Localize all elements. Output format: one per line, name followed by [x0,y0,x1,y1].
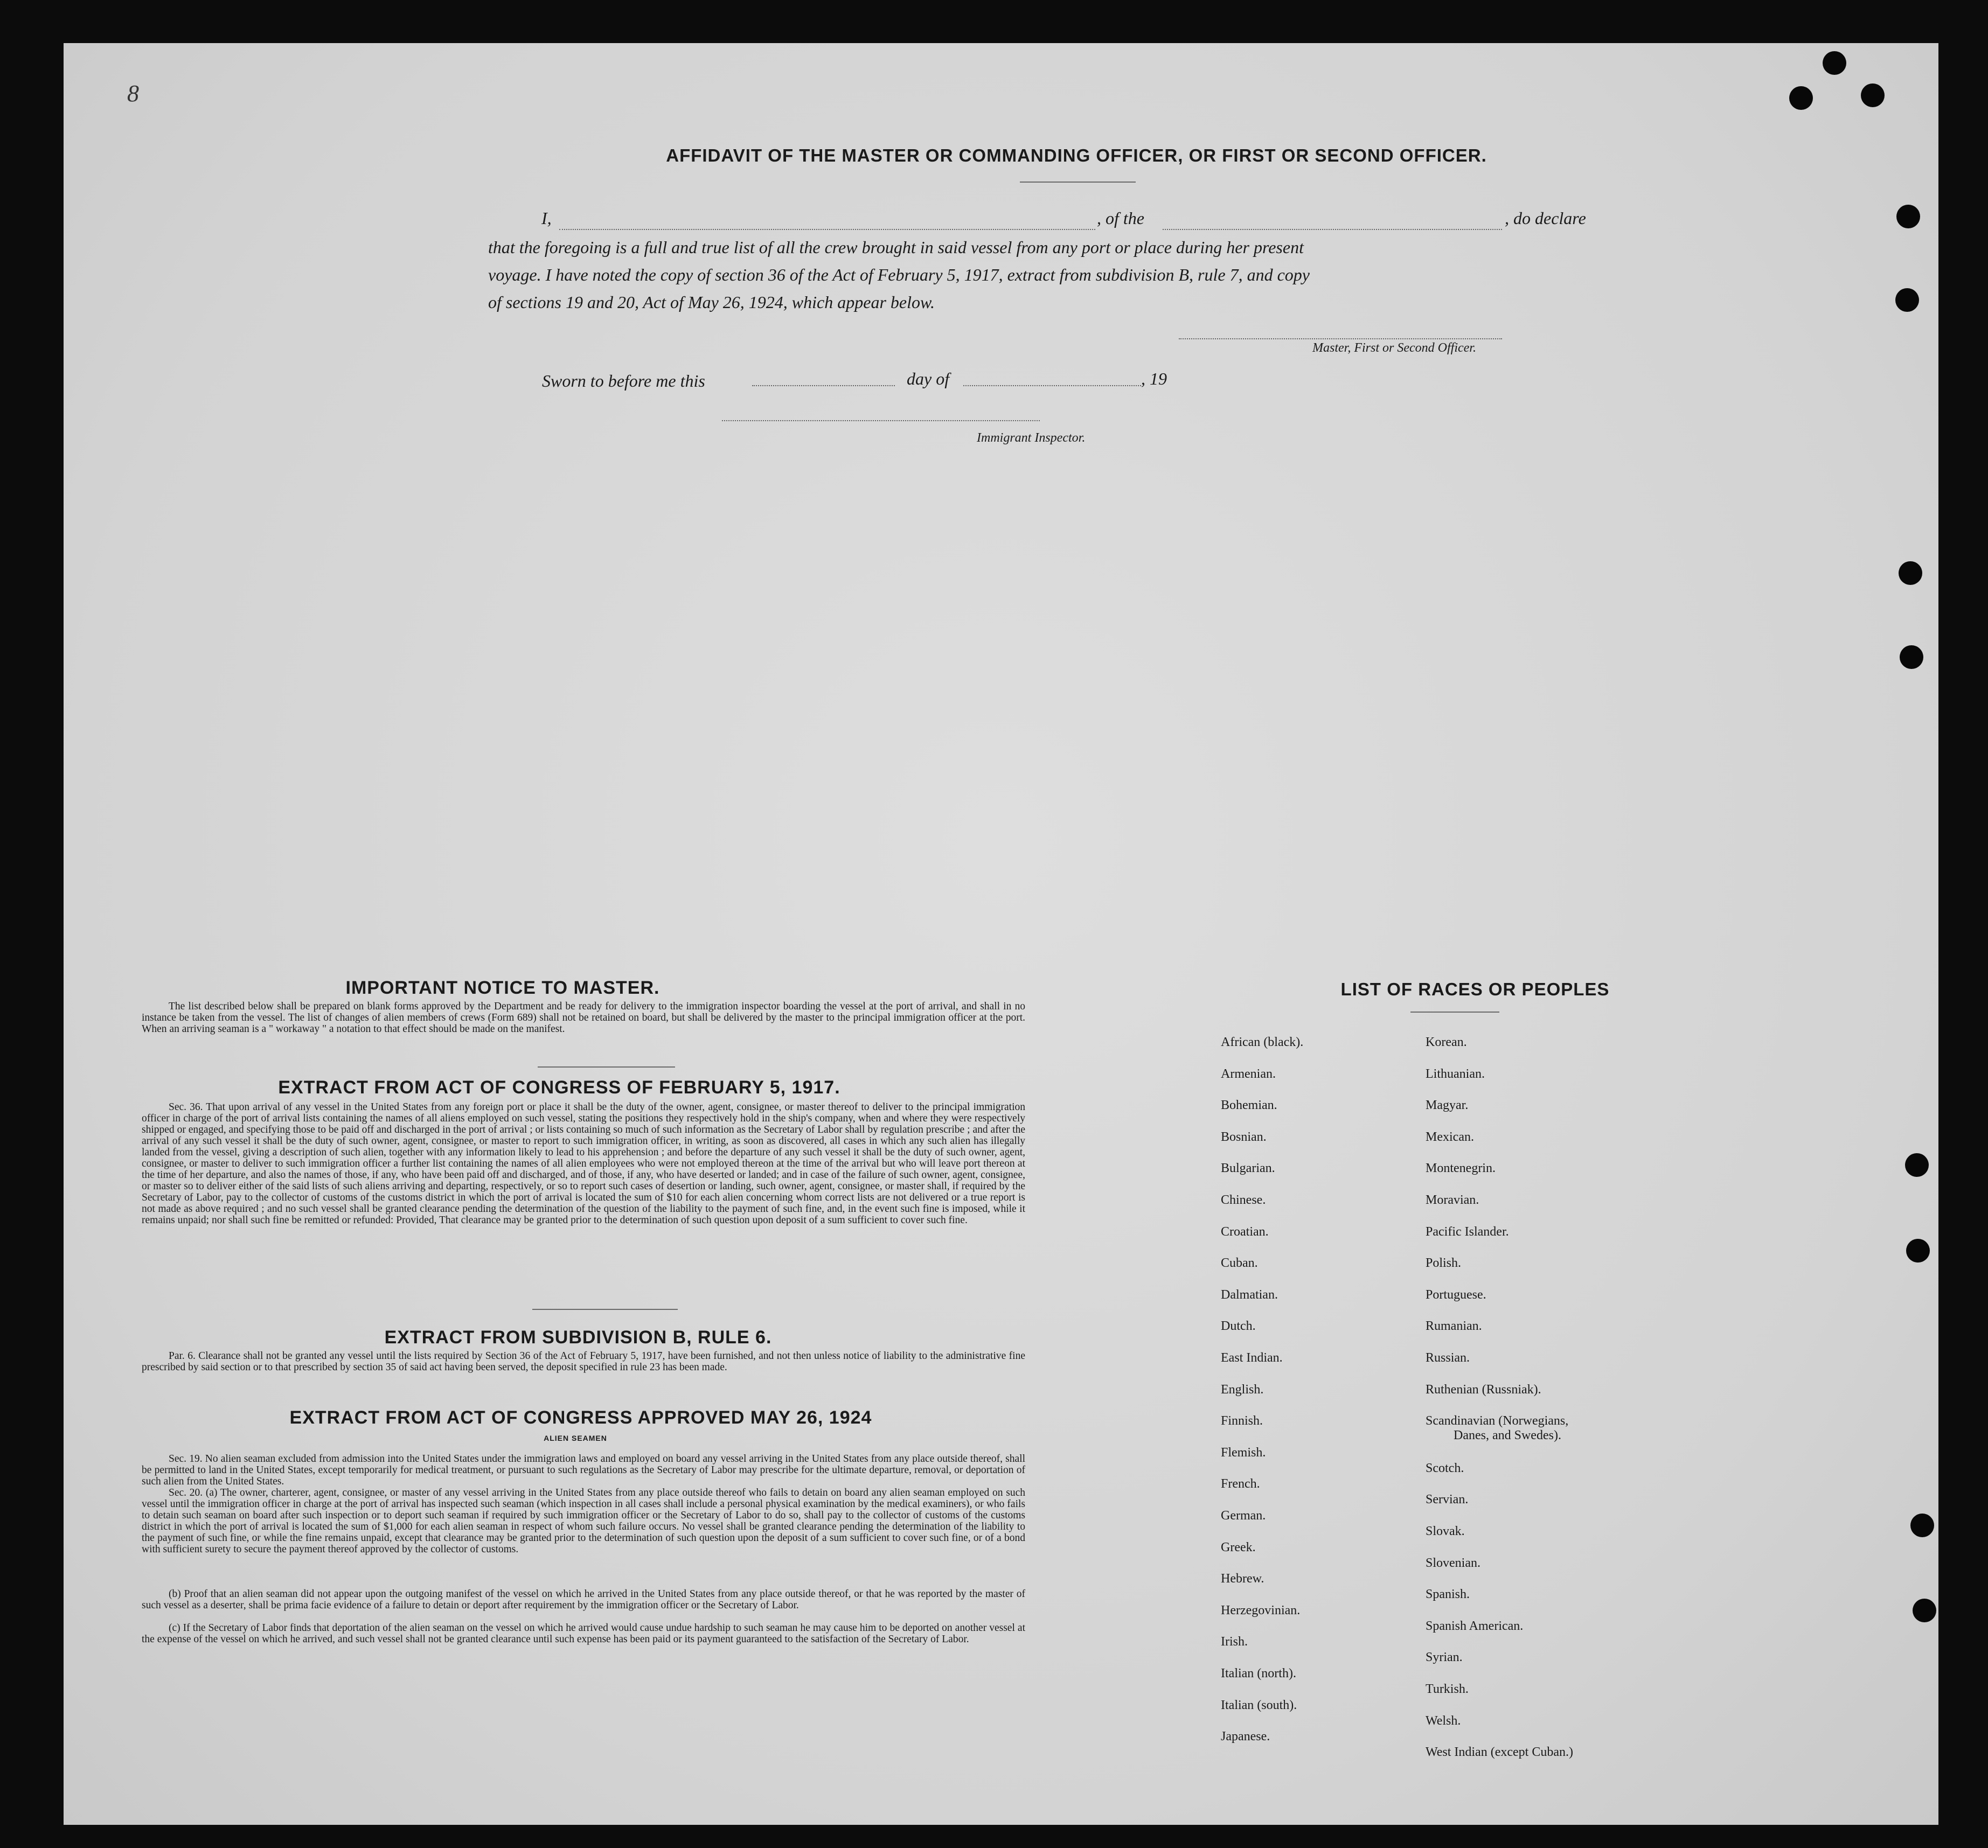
race-item: Bohemian. [1221,1098,1277,1113]
affidavit-line-1: that the foregoing is a full and true list of all the crew brought in said vessel from any port or place during her present [488,238,1304,257]
inspector-signature-line [722,420,1040,421]
race-item: Servian. [1426,1493,1469,1507]
affidavit-line-2: voyage. I have noted the copy of section 36 of the Act of February 5, 1917, extract from subdivision B, rule 7, and copy [488,265,1310,284]
race-item: Bosnian. [1221,1129,1267,1144]
notice-title: IMPORTANT NOTICE TO MASTER. [345,978,660,998]
affidavit-do-declare-label: , do declare [1505,208,1586,228]
affidavit-of-the-label: , of the [1097,208,1144,228]
race-item: Croatian. [1221,1224,1269,1239]
page-mark: 8 [127,80,139,107]
extract-1924-title: EXTRACT FROM ACT OF CONGRESS APPROVED MAY 26, 1924 [289,1407,872,1428]
divider [538,1066,675,1068]
race-item: Syrian. [1426,1650,1463,1665]
race-item: Ruthenian (Russniak). [1426,1382,1541,1397]
punch-hole [1906,1239,1930,1263]
punch-hole [1900,645,1923,669]
punch-hole [1913,1599,1936,1622]
race-item: Finnish. [1221,1414,1263,1428]
affidavit-title: AFFIDAVIT OF THE MASTER OR COMMANDING OFFICER, OR FIRST OR SECOND OFFICER. [666,145,1487,165]
punch-hole [1899,561,1922,585]
punch-hole [1910,1514,1934,1537]
punch-hole [1789,86,1813,110]
subdivision-title: EXTRACT FROM SUBDIVISION B, RULE 6. [384,1327,772,1348]
race-item: French. [1221,1477,1260,1491]
race-item: Slovak. [1426,1524,1465,1538]
race-item: Greek. [1221,1540,1256,1554]
sworn-month-blank [963,385,1141,386]
master-signature-line [1179,338,1502,339]
race-item: African (black). [1221,1035,1304,1049]
punch-hole [1905,1153,1929,1177]
race-item: Polish. [1426,1256,1462,1271]
extract-1924-sec20c: (c) If the Secretary of Labor finds that deportation of the alien seaman on the vessel on which he arrived would cause undue hardship to such seaman he may cause him to be deported on another vessel at the expense of the vessel on which he arrived, and such vessel shall not be granted clearance until such expense has been paid or its payment guaranteed to the satisfaction of the Secretary of Labor. [142,1622,1025,1645]
divider [1410,1012,1499,1013]
race-item: Moravian. [1426,1193,1479,1207]
race-item: Danes, and Swedes). [1454,1428,1561,1443]
race-item: Scotch. [1426,1461,1464,1475]
race-item: Armenian. [1221,1066,1276,1081]
race-item: Rumanian. [1426,1319,1482,1334]
races-title: LIST OF RACES OR PEOPLES [1340,979,1610,999]
name-blank [559,229,1095,230]
race-item: Pacific Islander. [1426,1224,1509,1239]
race-item: Italian (south). [1221,1698,1297,1712]
punch-hole [1896,205,1920,228]
race-item: Herzegovinian. [1221,1603,1301,1617]
punch-hole [1823,51,1846,75]
race-item: Japanese. [1221,1730,1270,1744]
race-item: English. [1221,1382,1264,1397]
race-item: Italian (north). [1221,1666,1296,1680]
race-item: West Indian (except Cuban.) [1426,1745,1573,1760]
extract-1924-sec19: Sec. 19. No alien seaman excluded from admission into the United States under the immigration laws and employed on board any vessel arriving in the United States from any place outside thereof, shall be permitted to land in the United States, except temporarily for medical treatment, or pursuant to such regulations as the Secretary of Labor may prescribe for the ultimate departure, removal, or deportation of such alien from the United States. [142,1453,1025,1487]
extract-1917-body: Sec. 36. That upon arrival of any vessel in the United States from any foreign port or place it shall be the duty of the owner, agent, consignee, or master thereof to deliver to the principal immigration officer in charge of the port of arrival lists containing the names of all aliens employed on such vessel, stating the positions they respectively hold in the ship's company, when and where they were respectively shipped or engaged, and specifying those to be paid off and discharged in the port of arrival ; or lists containing so much of such information as the Secretary of Labor shall by regulation prescribe ; and after the arrival of any such vessel it shall be the duty of such owner, agent, consignee, or master to report to such immigration officer, in writing, as soon as discovered, all cases in which any such alien has illegally landed from the vessel, giving a description of such alien, together with any information likely to lead to his apprehension ; and before the departure of any such vessel it shall be the duty of such owner, agent, consignee, or master to deliver to such immigration officer a further list containing the names of all alien employees who were not employed thereon at the time of the arrival but who will leave port thereon at the time of her departure, and also the names of those, if any, who have been paid off and discharged, and of those, if any, who have deserted or landed; and in case of the failure of such owner, agent, consignee, or master so to deliver either of the said lists of such aliens arriving and departing, respectively, or so to report such cases of desertion or landing, such owner, agent, consignee, or master shall, if required by the Secretary of Labor, pay to the collector of customs of the customs district in which the port of arrival is located the sum of $10 for each alien concerning whom correct lists are not delivered or a true report is not made as above required ; and no such vessel shall be granted clearance pending the determination of the question of the liability to the payment of such fine, and, in the event such fine is imposed, while it remains unpaid; nor shall such fine be remitted or refunded: Provided, That clearance may be granted prior to the determination of such question upon deposit of a sum sufficient to cover such fine. [142,1101,1025,1226]
race-item: Montenegrin. [1426,1161,1496,1176]
race-item: Flemish. [1221,1445,1266,1460]
sworn-day-blank [752,385,895,386]
extract-1924-sec20b: (b) Proof that an alien seaman did not appear upon the outgoing manifest of the vessel on which he arrived in the United States from any place outside thereof, or that he was reported by the master of such vessel as a deserter, shall be prima facie evidence of a failure to detain or deport after requirement by the immigration officer or the Secretary of Labor. [142,1588,1025,1611]
race-item: German. [1221,1509,1266,1523]
divider [532,1309,678,1310]
race-item: Portuguese. [1426,1287,1486,1302]
race-item: Spanish. [1426,1587,1470,1602]
race-item: Lithuanian. [1426,1066,1485,1081]
extract-1924-sec20a: Sec. 20. (a) The owner, charterer, agent, consignee, or master of any vessel arriving in the United States from any place outside thereof who fails to detain on board any alien seaman employed on such vessel until the immigration officer in charge at the port of arrival has inspected such seaman (which inspection in all cases shall include a personal physical examination by the medical examiners), or who fails to detain such seaman on board after such inspection or to deport such seaman if required by such immigration officer or the Secretary of Labor to do so, shall pay to the collector of customs of the customs district in which the port of arrival is located the sum of $1,000 for each alien seaman in respect of whom such failure occurs. No vessel shall be granted clearance pending the determination of the liability to the payment of such fine, or while the fine remains unpaid, except that clearance may be granted prior to the determination of such question upon the deposit of a sum sufficient to cover such fine, or of a bond with sufficient surety to secure the payment thereof approved by the collector of customs. [142,1487,1025,1555]
vessel-blank [1163,229,1502,230]
extract-1924-subtitle: ALIEN SEAMEN [544,1434,607,1442]
race-item: Chinese. [1221,1193,1266,1207]
race-item: Dutch. [1221,1319,1256,1334]
race-item: Slovenian. [1426,1556,1480,1570]
document-page [64,43,1938,1825]
notice-body: The list described below shall be prepared on blank forms approved by the Department and be ready for delivery to the immigration inspector boarding the vessel at the port of arrival, and shall in no instance be taken from the vessel. The list of changes of alien members of crews (Form 689) shall not be retained on board, but shall be delivered by the master to the principal immigration officer at the port. When an arriving seaman is a " workaway " a notation to that effect should be made on the manifest. [142,1001,1025,1035]
master-signature-label: Master, First or Second Officer. [1312,341,1476,355]
race-item: Cuban. [1221,1256,1258,1271]
title-underline [1020,182,1136,183]
affidavit-line-3: of sections 19 and 20, Act of May 26, 1924, which appear below. [488,292,935,312]
sworn-label: Sworn to before me this [542,371,705,390]
extract-1917-title: EXTRACT FROM ACT OF CONGRESS OF FEBRUARY 5, 1917. [278,1077,840,1098]
race-item: Scandinavian (Norwegians, [1426,1414,1569,1428]
race-item: Mexican. [1426,1129,1474,1144]
race-item: Dalmatian. [1221,1287,1278,1302]
race-item: Welsh. [1426,1713,1461,1728]
year-label: , 19 [1141,369,1167,388]
race-item: Spanish American. [1426,1619,1524,1633]
race-item: Hebrew. [1221,1572,1264,1586]
race-item: Irish. [1221,1635,1248,1649]
race-item: East Indian. [1221,1351,1283,1365]
race-item: Turkish. [1426,1682,1469,1696]
punch-hole [1895,288,1919,312]
subdivision-body: Par. 6. Clearance shall not be granted any vessel until the lists required by Section 36 of the Act of February 5, 1917, have been furnished, and not then unless notice of liability to the administrative fine prescribed by said section or to that prescribed by section 35 of said act having been served, the deposit specified in rule 23 has been made. [142,1350,1025,1373]
day-of-label: day of [907,369,950,388]
race-item: Magyar. [1426,1098,1469,1113]
race-item: Korean. [1426,1035,1467,1049]
race-item: Bulgarian. [1221,1161,1275,1176]
affidavit-i-label: I, [541,208,552,228]
inspector-label: Immigrant Inspector. [977,431,1086,445]
race-item: Russian. [1426,1351,1470,1365]
punch-hole [1861,83,1885,107]
